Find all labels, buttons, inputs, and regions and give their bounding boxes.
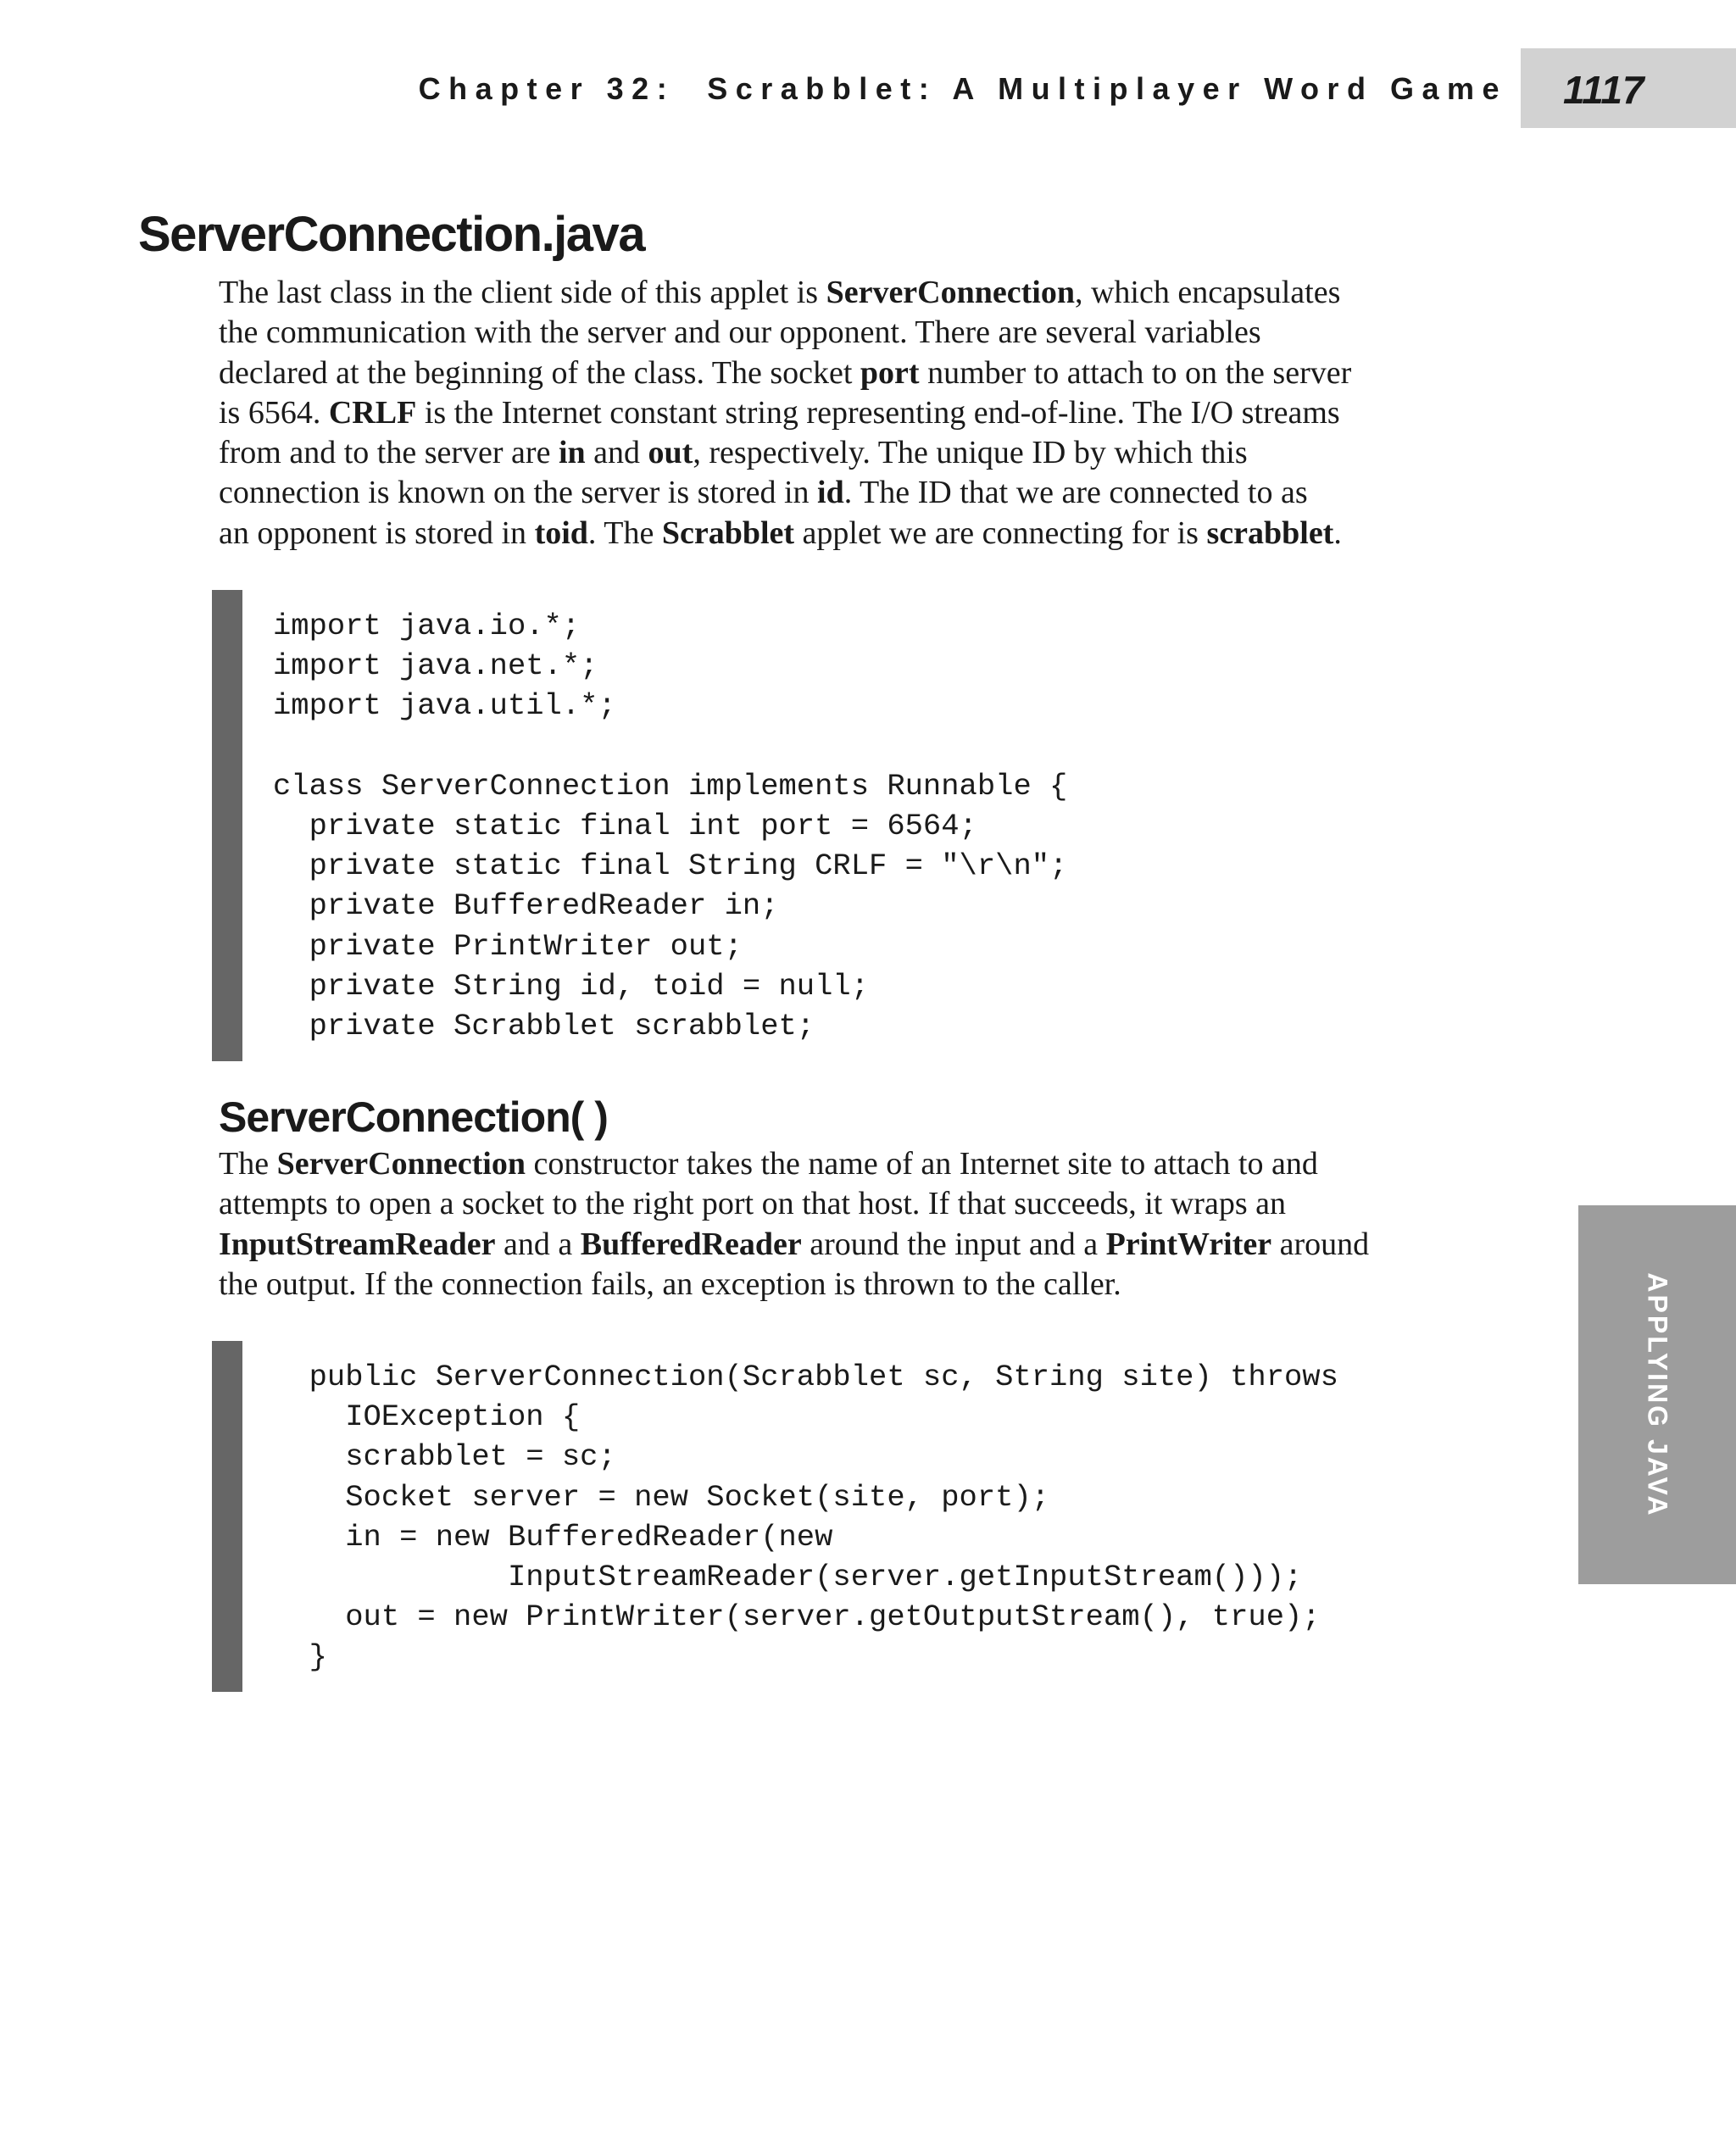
text-run: and <box>585 435 648 471</box>
bold-term: id <box>817 475 844 511</box>
chapter-number: Chapter 32: <box>418 71 676 106</box>
text-run: , which encapsulates <box>1074 275 1341 310</box>
bold-term: in <box>558 435 586 471</box>
bold-term: scrabblet <box>1206 515 1334 551</box>
bold-term: ServerConnection <box>826 275 1075 310</box>
intro-paragraph <box>219 273 1524 553</box>
text-run: . The ID that we are connected to as <box>843 475 1308 511</box>
text-run: an opponent is stored in <box>219 515 535 551</box>
text-run: around <box>1271 1226 1370 1262</box>
text-run: declared at the beginning of the class. The socket <box>219 354 860 391</box>
code-listing-constructor: public ServerConnection(Scrabblet sc, String site) throws IOException { scrabblet = sc; Socket server = new Socket(site, port); in = new BufferedReader(new InputStreamReader(server.getInputStream())); out = new PrintWriter(server.getOutputStream(), true); } <box>309 1360 1338 1675</box>
bold-term: BufferedReader <box>580 1226 802 1262</box>
chapter-title: Scrabblet: A Multiplayer Word Game <box>707 71 1507 106</box>
text-run: and a <box>495 1226 581 1262</box>
section-side-tab <box>1578 1205 1736 1584</box>
bold-term: CRLF <box>328 394 417 431</box>
bold-term: ServerConnection <box>276 1146 526 1182</box>
text-run: The last class in the client side of this applet is <box>219 275 826 310</box>
text-run: , respectively. The unique ID by which this <box>693 435 1248 471</box>
code-block-bar <box>212 1341 242 1692</box>
code-listing-class-declaration: import java.io.*; import java.net.*; import java.util.*; class ServerConnection implements Runnable { private static final int port = 6564; private static final String CRLF = "\r\n"; private BufferedReader in; private PrintWriter out; private String id, toid = null; private Scrabblet scrabblet; <box>273 609 1068 1044</box>
bold-term: PrintWriter <box>1105 1226 1272 1262</box>
text-run: the output. If the connection fails, an exception is thrown to the caller. <box>219 1265 1121 1302</box>
text-run: . <box>1333 515 1342 551</box>
text-run: around the input and a <box>801 1226 1106 1262</box>
text-run: from and to the server are <box>219 435 559 471</box>
text-run: connection is known on the server is stored in <box>219 475 818 511</box>
side-tab-label: APPLYING JAVA <box>1642 1271 1673 1518</box>
bold-term: port <box>860 354 920 391</box>
text-run: The <box>219 1146 277 1182</box>
text-run: number to attach to on the server <box>919 354 1352 391</box>
running-head <box>419 71 1507 107</box>
page-number-tab <box>1521 48 1736 128</box>
page-number: 1117 <box>1563 68 1644 112</box>
bold-term: InputStreamReader <box>219 1226 496 1262</box>
code-block-bar <box>212 590 242 1061</box>
text-run: is 6564. <box>219 394 329 431</box>
text-run: attempts to open a socket to the right port on that host. If that succeeds, it wraps an <box>219 1186 1286 1222</box>
bold-term: out <box>648 435 693 471</box>
text-run: constructor takes the name of an Internet site to attach to and <box>525 1146 1318 1182</box>
text-run: is the Internet constant string representing end-of-line. The I/O streams <box>416 394 1340 431</box>
text-run: the communication with the server and our opponent. There are several variables <box>219 314 1261 351</box>
section-heading-serverconnection-java: ServerConnection.java <box>138 207 645 262</box>
bold-term: toid <box>534 515 588 551</box>
section-heading-constructor: ServerConnection( ) <box>219 1093 608 1141</box>
text-run: . The <box>587 515 662 551</box>
bold-term: Scrabblet <box>661 515 795 551</box>
constructor-paragraph <box>219 1144 1524 1304</box>
text-run: applet we are connecting for is <box>794 515 1207 551</box>
